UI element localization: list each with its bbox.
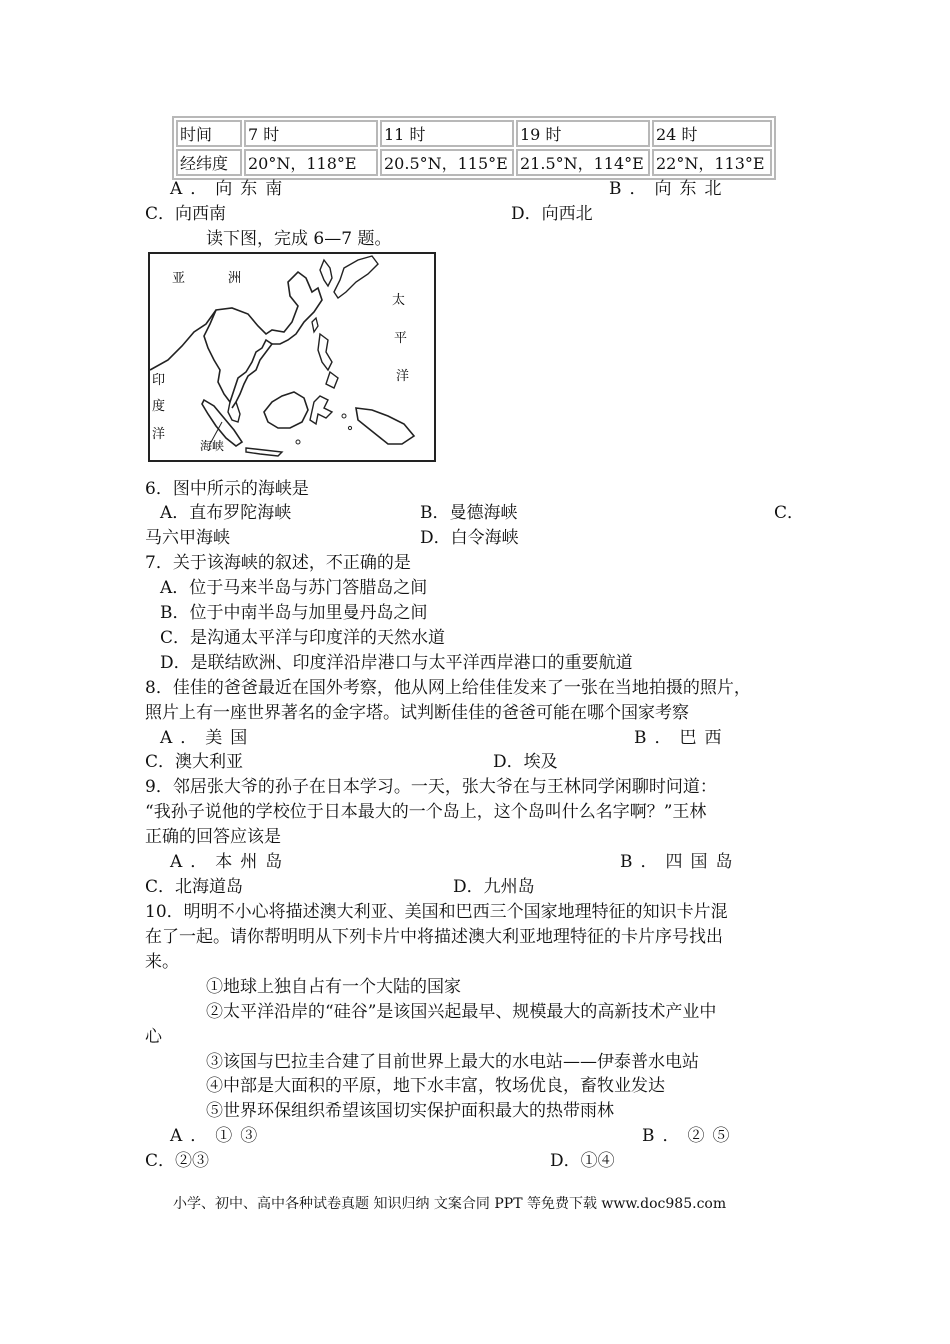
table-cell: 19 时: [516, 120, 650, 147]
q10-card-1: ①地球上独自占有一个大陆的国家: [206, 977, 461, 997]
table-cell: 11 时: [380, 120, 514, 147]
table-cell: 22°N，113°E: [652, 149, 772, 176]
q8-option-b: B．巴西: [634, 728, 730, 748]
southeast-asia-map: [148, 252, 436, 462]
q9-stem-1: 9．邻居张大爷的孙子在日本学习。一天，张大爷在与王林同学闲聊时问道：: [145, 777, 717, 797]
map-label-pacific-2: 平: [394, 331, 408, 346]
q7-stem: 7．关于该海峡的叙述，不正确的是: [145, 553, 411, 573]
map-label-indian-3: 洋: [152, 427, 166, 442]
q10-option-b: B．②⑤: [642, 1126, 738, 1146]
q9-option-d: D．九州岛: [453, 877, 535, 897]
map-label-asia-1: 亚: [172, 271, 186, 286]
q10-card-2b: 心: [145, 1027, 162, 1047]
q7-option-a: A．位于马来半岛与苏门答腊岛之间: [160, 578, 428, 598]
q5-option-d: D．向西北: [511, 204, 593, 224]
map-intro: 读下图，完成 6—7 题。: [206, 229, 392, 249]
q9-stem-3: 正确的回答应该是: [145, 827, 281, 847]
q9-option-b: B．四国岛: [620, 852, 741, 872]
q10-card-3: ③该国与巴拉圭合建了目前世界上最大的水电站——伊泰普水电站: [206, 1052, 699, 1072]
q6-option-c-text: 马六甲海峡: [145, 528, 230, 548]
q8-stem-1: 8．佳佳的爸爸最近在国外考察，他从网上给佳佳发来了一张在当地拍摄的照片，: [145, 678, 751, 698]
map-svg: [148, 252, 436, 462]
map-label-pacific-1: 太: [392, 293, 406, 308]
q8-stem-2: 照片上有一座世界著名的金字塔。试判断佳佳的爸爸可能在哪个国家考察: [145, 703, 689, 723]
q6-option-b: B．曼德海峡: [420, 503, 518, 523]
q6-stem: 6．图中所示的海峡是: [145, 479, 309, 499]
q8-option-d: D．埃及: [493, 752, 558, 772]
q10-stem-2: 在了一起。请你帮明明从下列卡片中将描述澳大利亚地理特征的卡片序号找出: [145, 927, 723, 947]
map-label-indian-1: 印: [152, 373, 166, 388]
q8-option-a: A．美国: [160, 728, 256, 748]
q6-option-c-label: C．: [774, 503, 805, 523]
q10-stem-1: 10．明明不小心将描述澳大利亚、美国和巴西三个国家地理特征的知识卡片混: [145, 902, 728, 922]
table-row: [176, 149, 772, 176]
q10-card-4: ④中部是大面积的平原，地下水丰富，牧场优良，畜牧业发达: [206, 1076, 665, 1096]
table-cell: 7 时: [244, 120, 378, 147]
q10-card-5: ⑤世界环保组织希望该国切实保护面积最大的热带雨林: [206, 1101, 614, 1121]
table-cell: 20.5°N，115°E: [380, 149, 514, 176]
page-footer: 小学、初中、高中各种试卷真题 知识归纳 文案合同 PPT 等免费下载 www.doc985.com: [173, 1196, 727, 1212]
q6-option-a: A．直布罗陀海峡: [160, 503, 292, 523]
q7-option-b: B．位于中南半岛与加里曼丹岛之间: [160, 603, 428, 623]
q9-option-c: C．北海道岛: [145, 877, 244, 897]
q10-option-a: A．①③: [170, 1126, 266, 1146]
q5-option-b: B．向东北: [609, 179, 730, 199]
table-row: [176, 120, 772, 147]
table-cell: 经纬度: [176, 149, 242, 176]
position-table: [172, 116, 776, 180]
q7-option-c: C．是沟通太平洋与印度洋的天然水道: [160, 628, 446, 648]
q10-option-d: D．①④: [550, 1151, 615, 1171]
q9-stem-2: “我孙子说他的学校位于日本最大的一个岛上，这个岛叫什么名字啊？”王林: [145, 802, 707, 822]
table-cell: 20°N，118°E: [244, 149, 378, 176]
map-label-pacific-3: 洋: [396, 369, 410, 384]
q10-card-2a: ②太平洋沿岸的“硅谷”是该国兴起最早、规模最大的高新技术产业中: [206, 1002, 717, 1022]
q9-option-a: A．本州岛: [170, 852, 291, 872]
q5-option-a: A．向东南: [170, 179, 291, 199]
q10-stem-3: 来。: [145, 952, 179, 972]
map-label-asia-2: 洲: [228, 271, 242, 286]
q5-option-c: C．向西南: [145, 204, 227, 224]
table-cell: 21.5°N，114°E: [516, 149, 650, 176]
map-label-strait: 海峡: [200, 439, 225, 453]
map-label-indian-2: 度: [152, 399, 166, 414]
q8-option-c: C．澳大利亚: [145, 752, 244, 772]
table-cell: 时间: [176, 120, 242, 147]
q10-option-c: C．②③: [145, 1151, 210, 1171]
q7-option-d: D．是联结欧洲、印度洋沿岸港口与太平洋西岸港口的重要航道: [160, 653, 633, 673]
table-cell: 24 时: [652, 120, 772, 147]
q6-option-d: D．白令海峡: [420, 528, 519, 548]
